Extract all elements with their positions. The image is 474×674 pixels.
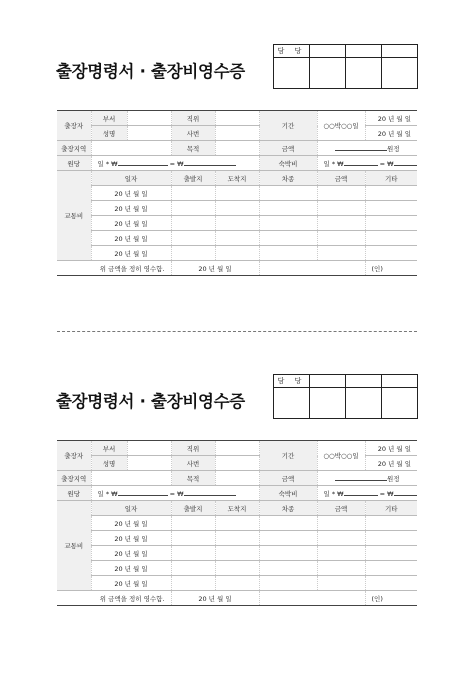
- date-to: 20 년 월 일: [365, 126, 417, 141]
- employee-no-label: 사번: [171, 456, 215, 471]
- traveler-label: 출장자: [57, 441, 91, 471]
- area-label: 출장지역: [57, 141, 91, 156]
- approval-sign-cell[interactable]: [310, 58, 346, 89]
- amount-value[interactable]: [317, 141, 417, 156]
- transport-label: 교통비: [57, 501, 91, 591]
- employee-no-value[interactable]: [215, 456, 259, 471]
- transport-header: 기타: [365, 501, 417, 516]
- purpose-value[interactable]: [215, 471, 259, 486]
- lodging-label: 숙박비: [259, 486, 317, 501]
- purpose-label: 목적: [171, 471, 215, 486]
- position-value[interactable]: [215, 111, 259, 126]
- purpose-label: 목적: [171, 141, 215, 156]
- transport-header: 기타: [365, 171, 417, 186]
- position-value[interactable]: [215, 441, 259, 456]
- transport-date: 20 년 월 일: [91, 576, 171, 591]
- approval-sign-cell[interactable]: [346, 58, 382, 89]
- transport-date: 20 년 월 일: [91, 246, 171, 261]
- travel-form-2: [0, 374, 474, 674]
- form-title: 출장명령서 · 출장비영수증: [56, 392, 245, 411]
- daily-formula[interactable]: [91, 156, 259, 171]
- transport-date: 20 년 월 일: [91, 531, 171, 546]
- daily-label: 원당: [57, 156, 91, 171]
- approval-sign-cell[interactable]: [382, 58, 418, 89]
- period-label: 기간: [259, 441, 317, 471]
- dept-label: 부서: [91, 111, 127, 126]
- area-label: 출장지역: [57, 471, 91, 486]
- lodging-formula-a: 일 * ₩: [323, 159, 344, 168]
- daily-formula[interactable]: [91, 486, 259, 501]
- dept-value[interactable]: [127, 111, 171, 126]
- date-from: 20 년 월 일: [365, 111, 417, 126]
- receipt-date: 20 년 월 일: [171, 261, 259, 276]
- transport-date: 20 년 월 일: [91, 561, 171, 576]
- transport-header: 차종: [259, 501, 317, 516]
- form-title: 출장명령서 · 출장비영수증: [56, 62, 245, 81]
- lodging-formula-b: = ₩: [379, 159, 394, 168]
- dept-label: 부서: [91, 441, 127, 456]
- approval-box: [273, 374, 418, 419]
- amount-unit: 원정: [386, 144, 400, 153]
- lodging-formula-a: 일 * ₩: [323, 489, 344, 498]
- name-value[interactable]: [127, 126, 171, 141]
- period-value: ○○박○○일: [317, 441, 365, 471]
- period-value: ○○박○○일: [317, 111, 365, 141]
- area-value[interactable]: [91, 471, 171, 486]
- name-label: 성명: [91, 456, 127, 471]
- transport-label: 교통비: [57, 171, 91, 261]
- seal-mark: (인): [365, 591, 417, 606]
- traveler-label: 출장자: [57, 111, 91, 141]
- name-label: 성명: [91, 126, 127, 141]
- lodging-label: 숙박비: [259, 156, 317, 171]
- travel-table: [57, 440, 417, 606]
- position-label: 직위: [171, 111, 215, 126]
- seal-mark: (인): [365, 261, 417, 276]
- transport-header: 차종: [259, 171, 317, 186]
- transport-header: 일자: [91, 171, 171, 186]
- transport-date: 20 년 월 일: [91, 546, 171, 561]
- lodging-formula-b: = ₩: [379, 489, 394, 498]
- approval-sign-cell[interactable]: [310, 388, 346, 419]
- area-value[interactable]: [91, 141, 171, 156]
- transport-header: 금액: [317, 171, 365, 186]
- name-value[interactable]: [127, 456, 171, 471]
- amount-label: 금액: [259, 471, 317, 486]
- amount-unit: 원정: [386, 474, 400, 483]
- transport-header: 출발지: [171, 171, 215, 186]
- lodging-formula[interactable]: [317, 156, 417, 171]
- dept-value[interactable]: [127, 441, 171, 456]
- transport-header: 출발지: [171, 501, 215, 516]
- receipt-name[interactable]: [259, 591, 365, 606]
- approval-sign-cell[interactable]: [274, 388, 310, 419]
- transport-header: 도착지: [215, 171, 259, 186]
- approval-label: 담 당: [274, 375, 310, 388]
- employee-no-label: 사번: [171, 126, 215, 141]
- transport-header: 도착지: [215, 501, 259, 516]
- transport-header: 일자: [91, 501, 171, 516]
- receipt-name[interactable]: [259, 261, 365, 276]
- transport-header: 금액: [317, 501, 365, 516]
- lodging-formula[interactable]: [317, 486, 417, 501]
- employee-no-value[interactable]: [215, 126, 259, 141]
- transport-date: 20 년 월 일: [91, 516, 171, 531]
- period-label: 기간: [259, 111, 317, 141]
- receipt-date: 20 년 월 일: [171, 591, 259, 606]
- transport-date: 20 년 월 일: [91, 186, 171, 201]
- date-from: 20 년 월 일: [365, 441, 417, 456]
- amount-value[interactable]: [317, 471, 417, 486]
- transport-date: 20 년 월 일: [91, 201, 171, 216]
- receipt-text: 위 금액을 정히 영수함.: [57, 261, 171, 276]
- approval-label: 담 당: [274, 45, 310, 58]
- daily-formula-a: 일 * ₩: [97, 489, 118, 498]
- receipt-text: 위 금액을 정히 영수함.: [57, 591, 171, 606]
- approval-sign-cell[interactable]: [346, 388, 382, 419]
- transport-date: 20 년 월 일: [91, 231, 171, 246]
- position-label: 직위: [171, 441, 215, 456]
- purpose-value[interactable]: [215, 141, 259, 156]
- approval-box: [273, 44, 418, 89]
- cut-line: [57, 331, 417, 332]
- date-to: 20 년 월 일: [365, 456, 417, 471]
- transport-date: 20 년 월 일: [91, 216, 171, 231]
- travel-form-1: [0, 44, 474, 344]
- daily-formula-b: = ₩: [169, 489, 184, 498]
- approval-sign-cell[interactable]: [274, 58, 310, 89]
- travel-table: [57, 110, 417, 276]
- daily-formula-a: 일 * ₩: [97, 159, 118, 168]
- daily-formula-b: = ₩: [169, 159, 184, 168]
- approval-sign-cell[interactable]: [382, 388, 418, 419]
- amount-label: 금액: [259, 141, 317, 156]
- daily-label: 원당: [57, 486, 91, 501]
